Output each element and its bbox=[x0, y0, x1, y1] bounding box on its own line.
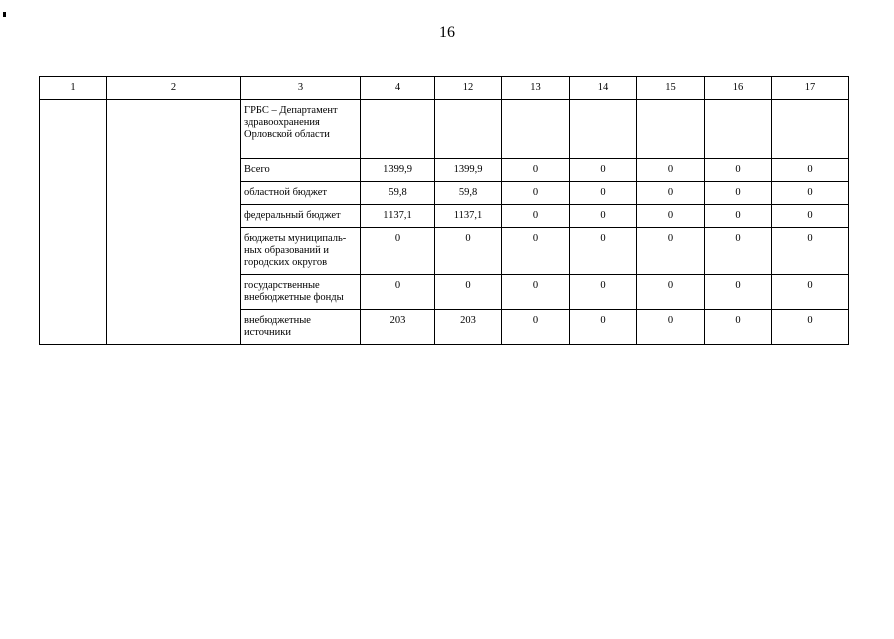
value-cell: 0 bbox=[637, 182, 705, 205]
row-label: внебюджетные источники bbox=[241, 310, 361, 345]
value-cell: 203 bbox=[435, 310, 502, 345]
row-label: бюджеты муниципаль-ных образований и городских округов bbox=[241, 228, 361, 275]
value-cell bbox=[705, 100, 772, 159]
value-cell: 0 bbox=[570, 275, 637, 310]
header-cell: 13 bbox=[502, 77, 570, 100]
value-cell: 1137,1 bbox=[435, 205, 502, 228]
header-row bbox=[40, 77, 849, 100]
value-cell: 0 bbox=[361, 228, 435, 275]
row-label: ГРБС – Департамент здравоохранения Орловской области bbox=[241, 100, 361, 159]
value-cell: 0 bbox=[570, 182, 637, 205]
value-cell: 0 bbox=[502, 310, 570, 345]
value-cell: 203 bbox=[361, 310, 435, 345]
header-cell: 15 bbox=[637, 77, 705, 100]
value-cell: 0 bbox=[570, 205, 637, 228]
empty-cell-col1 bbox=[40, 100, 107, 345]
value-cell: 0 bbox=[361, 275, 435, 310]
value-cell: 0 bbox=[637, 310, 705, 345]
value-cell: 0 bbox=[502, 228, 570, 275]
value-cell: 0 bbox=[502, 205, 570, 228]
header-cell: 2 bbox=[107, 77, 241, 100]
value-cell: 0 bbox=[772, 159, 849, 182]
budget-table bbox=[39, 76, 849, 345]
row-label: федеральный бюджет bbox=[241, 205, 361, 228]
header-cell: 16 bbox=[705, 77, 772, 100]
value-cell: 0 bbox=[772, 275, 849, 310]
value-cell bbox=[570, 100, 637, 159]
value-cell: 0 bbox=[772, 310, 849, 345]
value-cell: 0 bbox=[435, 275, 502, 310]
value-cell bbox=[502, 100, 570, 159]
value-cell: 0 bbox=[435, 228, 502, 275]
header-cell: 12 bbox=[435, 77, 502, 100]
header-cell: 17 bbox=[772, 77, 849, 100]
value-cell: 0 bbox=[705, 205, 772, 228]
value-cell: 1399,9 bbox=[361, 159, 435, 182]
value-cell: 0 bbox=[502, 275, 570, 310]
header-cell: 4 bbox=[361, 77, 435, 100]
row-label: государственные внебюджетные фонды bbox=[241, 275, 361, 310]
value-cell: 1399,9 bbox=[435, 159, 502, 182]
header-cell: 14 bbox=[570, 77, 637, 100]
value-cell: 0 bbox=[705, 275, 772, 310]
empty-cell-col2 bbox=[107, 100, 241, 345]
value-cell: 0 bbox=[502, 159, 570, 182]
value-cell: 1137,1 bbox=[361, 205, 435, 228]
header-cell: 3 bbox=[241, 77, 361, 100]
value-cell bbox=[772, 100, 849, 159]
value-cell bbox=[361, 100, 435, 159]
value-cell: 0 bbox=[570, 228, 637, 275]
value-cell: 0 bbox=[637, 159, 705, 182]
value-cell: 0 bbox=[705, 310, 772, 345]
header-cell: 1 bbox=[40, 77, 107, 100]
value-cell: 0 bbox=[502, 182, 570, 205]
value-cell: 0 bbox=[570, 310, 637, 345]
row-label: областной бюджет bbox=[241, 182, 361, 205]
page-number: 16 bbox=[439, 24, 455, 41]
value-cell: 59,8 bbox=[435, 182, 502, 205]
value-cell: 0 bbox=[705, 159, 772, 182]
value-cell: 0 bbox=[772, 228, 849, 275]
value-cell: 0 bbox=[705, 182, 772, 205]
value-cell bbox=[637, 100, 705, 159]
table-row bbox=[40, 100, 849, 159]
value-cell: 0 bbox=[637, 275, 705, 310]
value-cell: 0 bbox=[705, 228, 772, 275]
value-cell: 0 bbox=[637, 205, 705, 228]
value-cell bbox=[435, 100, 502, 159]
value-cell: 0 bbox=[772, 182, 849, 205]
value-cell: 0 bbox=[637, 228, 705, 275]
scan-speck bbox=[3, 12, 6, 17]
value-cell: 0 bbox=[772, 205, 849, 228]
value-cell: 0 bbox=[570, 159, 637, 182]
value-cell: 59,8 bbox=[361, 182, 435, 205]
row-label: Всего bbox=[241, 159, 361, 182]
